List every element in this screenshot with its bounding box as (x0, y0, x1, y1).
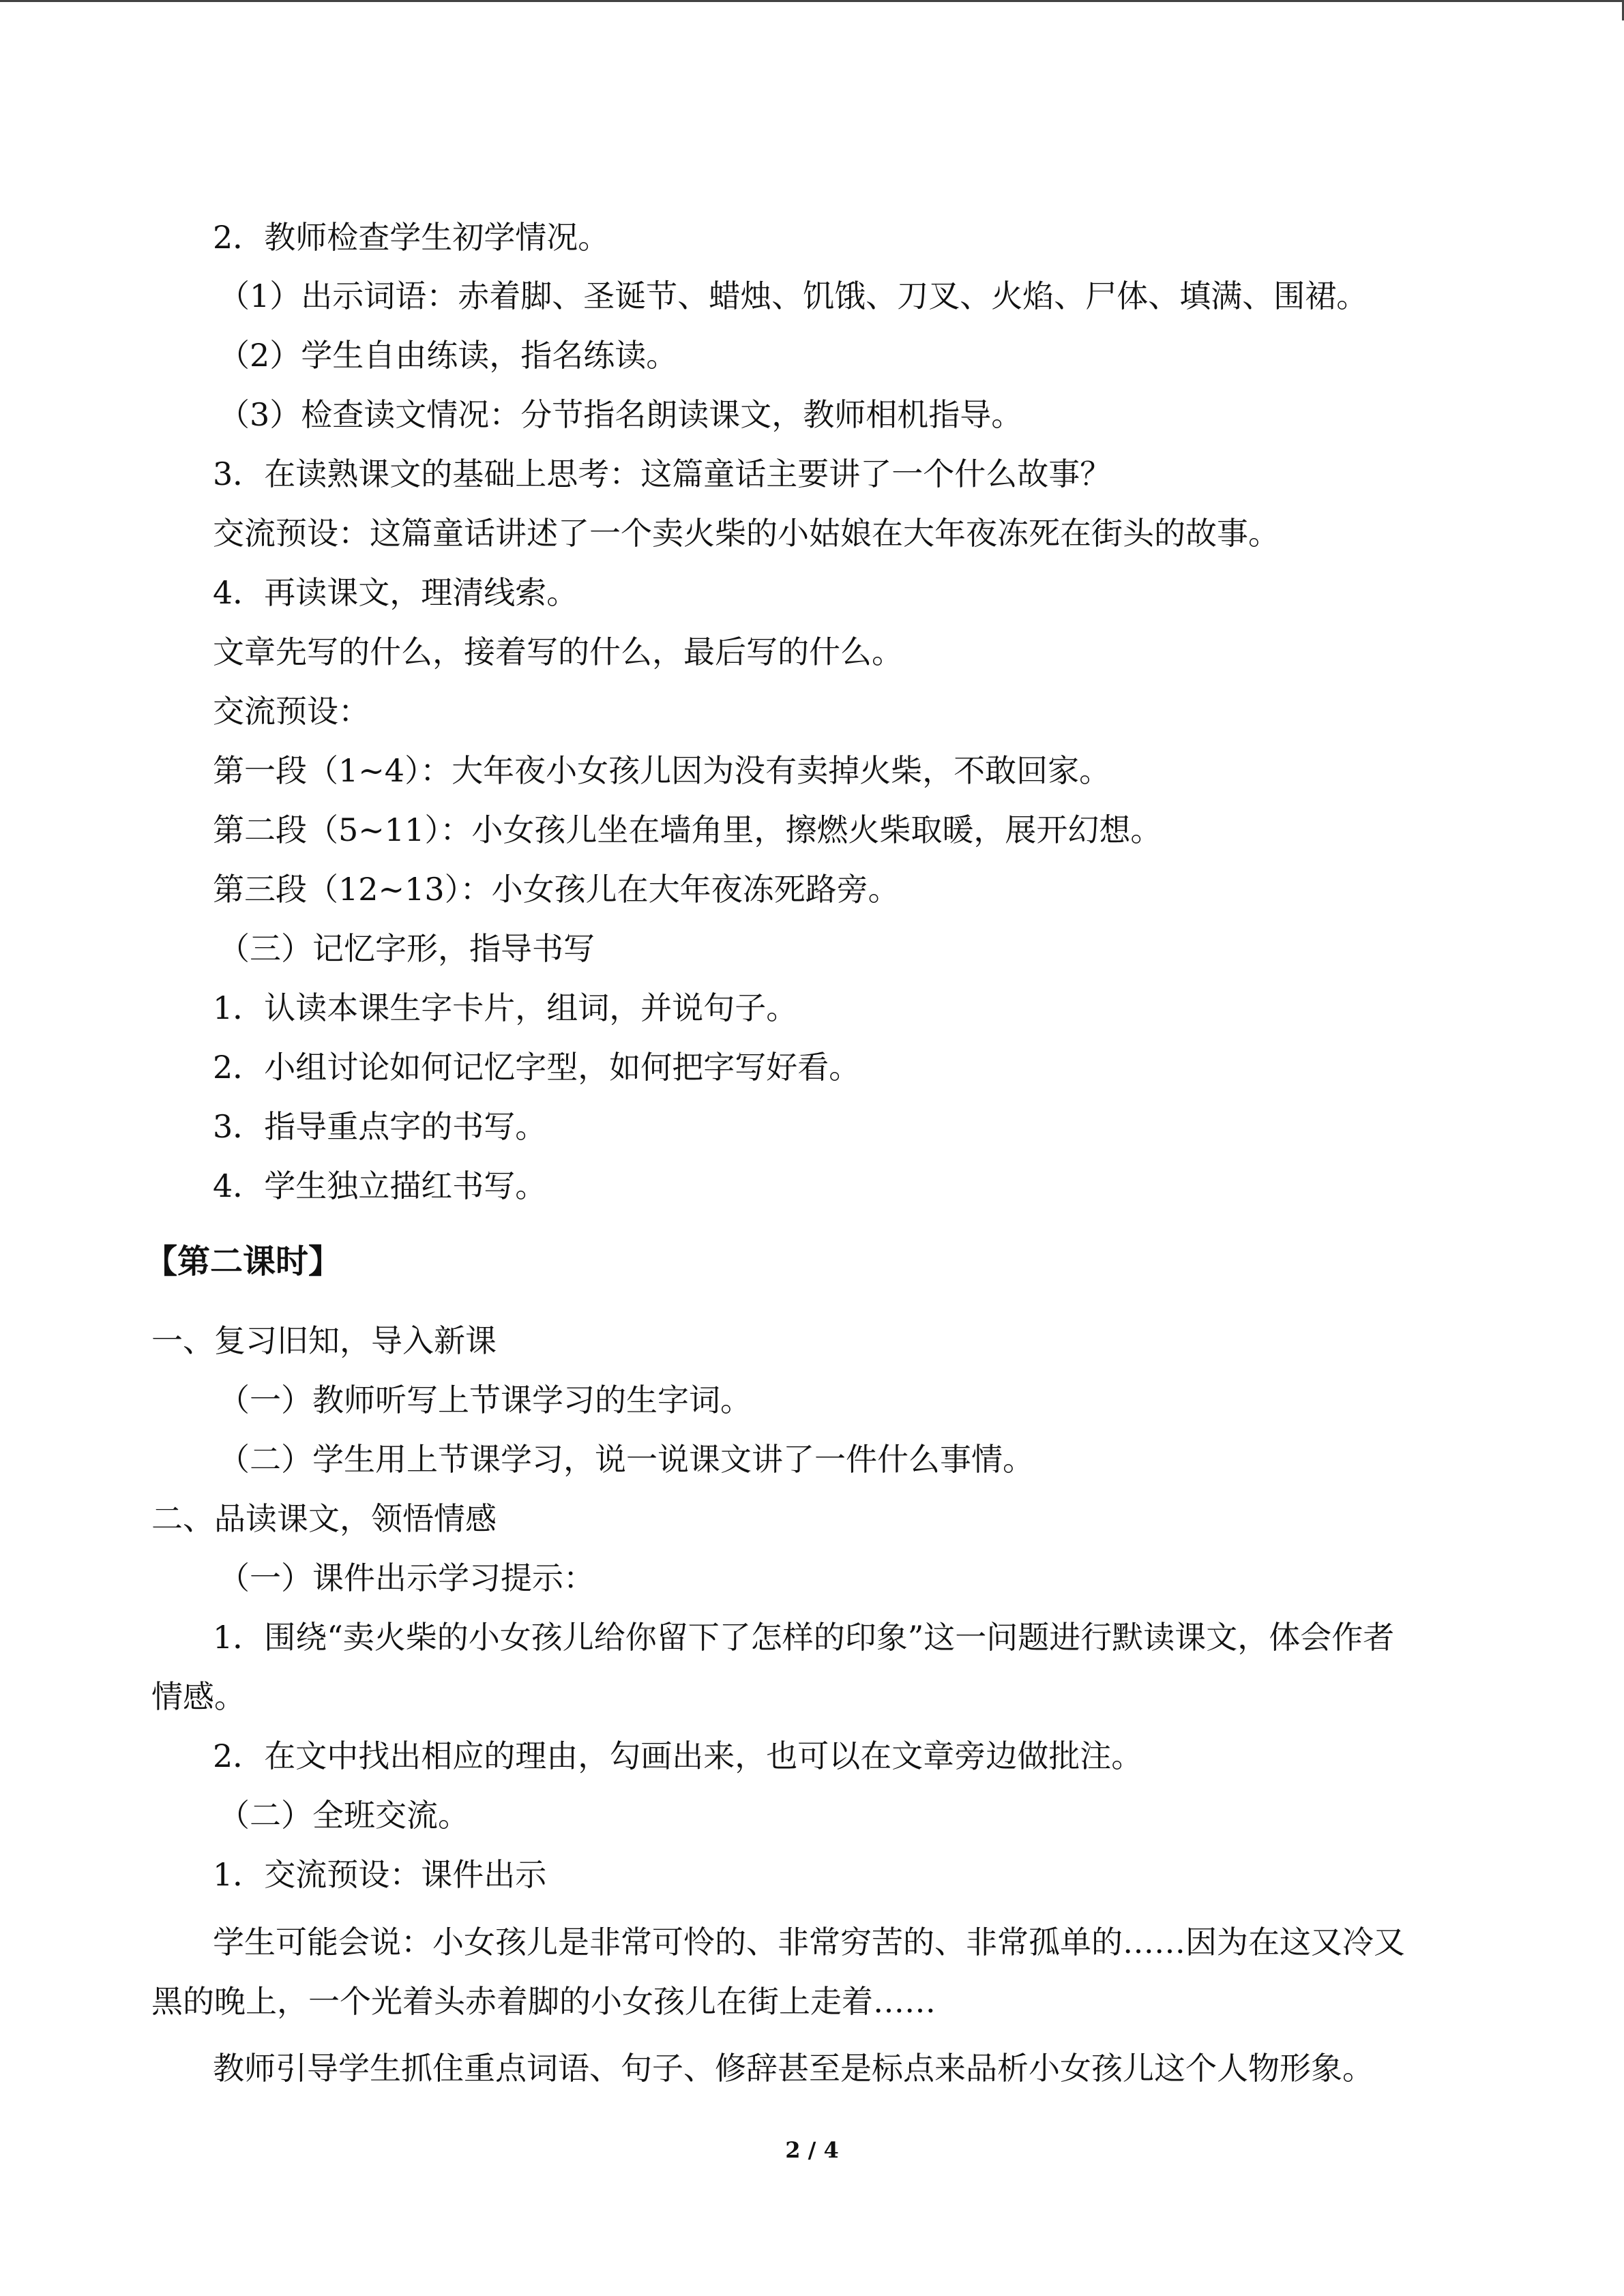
text-line: （1）出示词语：赤着脚、圣诞节、蜡烛、饥饿、刀叉、火焰、尸体、填满、围裙。 (218, 278, 1368, 314)
section-heading: 【第二课时】 (145, 1242, 342, 1281)
text-line: 二、品读课文，领悟情感 (151, 1500, 497, 1537)
text-line: （一）教师听写上节课学习的生字词。 (218, 1382, 752, 1418)
text-line: 交流预设：这篇童话讲述了一个卖火柴的小姑娘在大年夜冻死在街头的故事。 (213, 515, 1280, 552)
text-line: 情感。 (151, 1678, 246, 1715)
text-line: （一）课件出示学习提示： (218, 1560, 595, 1596)
text-line: 2．小组讨论如何记忆字型，如何把字写好看。 (213, 1049, 861, 1086)
text-line: 交流预设： (213, 693, 370, 730)
text-line: 教师引导学生抓住重点词语、句子、修辞甚至是标点来品析小女孩儿这个人物形象。 (213, 2050, 1374, 2087)
text-line: 文章先写的什么，接着写的什么，最后写的什么。 (213, 633, 903, 670)
text-line: 一、复习旧知，导入新课 (151, 1322, 497, 1359)
page-number: 2 / 4 (785, 2137, 839, 2163)
text-line: 学生可能会说：小女孩儿是非常可怜的、非常穷苦的、非常孤单的……因为在这又冷又 (213, 1924, 1405, 1960)
text-line: 2．教师检查学生初学情况。 (213, 219, 610, 256)
text-line: 第三段（12~13）：小女孩儿在大年夜冻死路旁。 (213, 871, 900, 908)
text-line: 3．指导重点字的书写。 (213, 1108, 547, 1145)
text-line: 4．学生独立描红书写。 (213, 1167, 547, 1204)
text-line: 第二段（5~11）：小女孩儿坐在墙角里，擦燃火柴取暖，展开幻想。 (213, 811, 1162, 848)
text-line: （2）学生自由练读，指名练读。 (218, 337, 678, 374)
text-line: 黑的晚上，一个光着头赤着脚的小女孩儿在街上走着…… (151, 1983, 936, 2020)
text-line: （3）检查读文情况：分节指名朗读课文，教师相机指导。 (218, 396, 1023, 433)
text-line: 4．再读课文，理清线索。 (213, 574, 578, 611)
text-line: 1．交流预设：课件出示 (213, 1856, 547, 1893)
text-line: 1．认读本课生字卡片，组词，并说句子。 (213, 989, 798, 1026)
text-line: （三）记忆字形，指导书写 (218, 930, 595, 967)
top-border (0, 0, 1624, 2)
text-line: 2．在文中找出相应的理由，勾画出来，也可以在文章旁边做批注。 (213, 1738, 1143, 1774)
text-line: （二）学生用上节课学习，说一说课文讲了一件什么事情。 (218, 1441, 1034, 1478)
text-line: 第一段（1~4）：大年夜小女孩儿因为没有卖掉火柴，不敢回家。 (213, 752, 1111, 789)
text-line: 1．围绕“卖火柴的小女孩儿给你留下了怎样的印象”这一问题进行默读课文，体会作者 (213, 1619, 1395, 1656)
text-line: 3．在读熟课文的基础上思考：这篇童话主要讲了一个什么故事？ (213, 456, 1112, 492)
text-line: （二）全班交流。 (218, 1797, 469, 1834)
